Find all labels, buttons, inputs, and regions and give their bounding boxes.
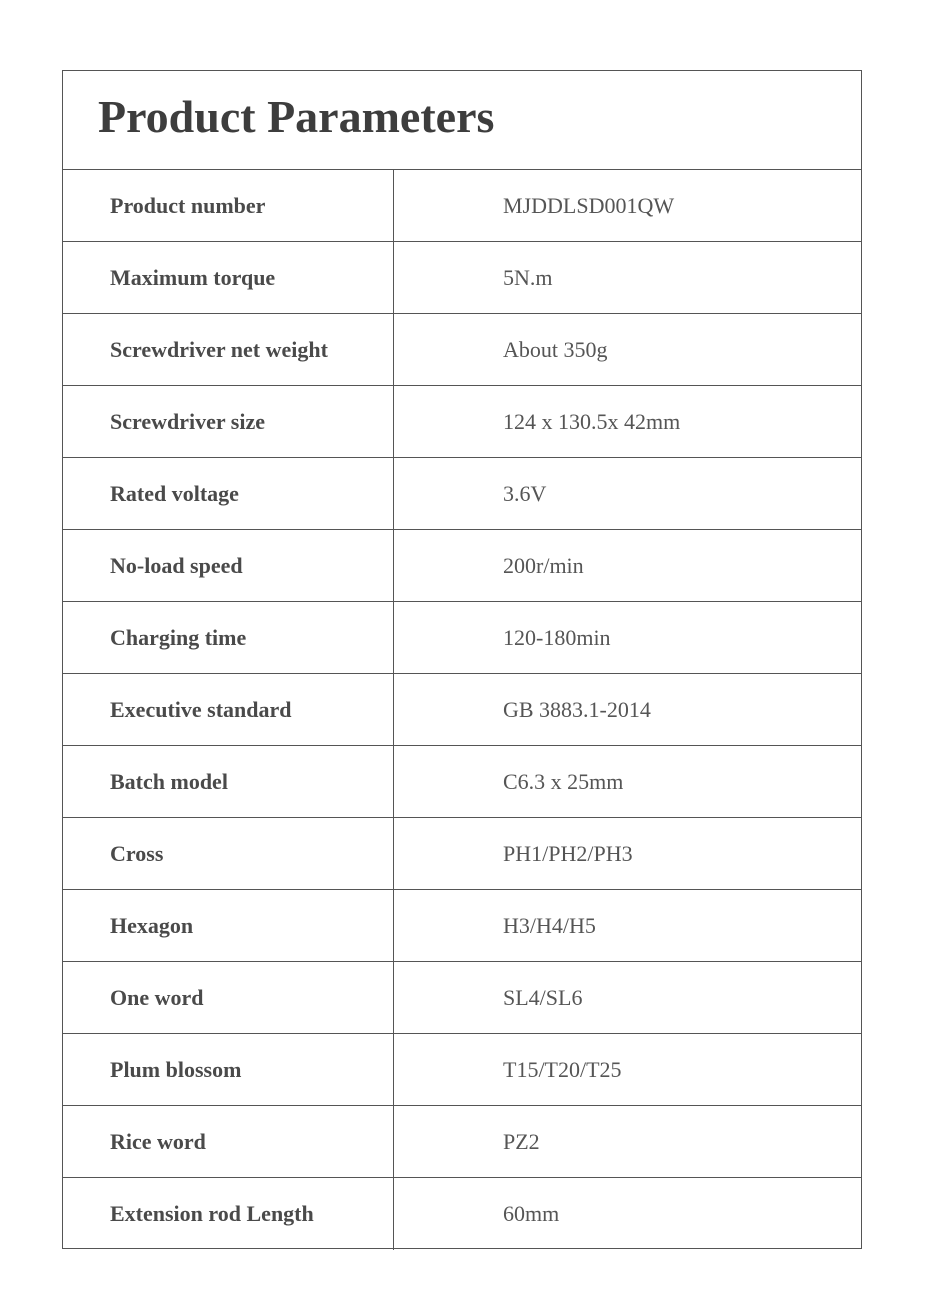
parameter-value: MJDDLSD001QW [503,192,675,218]
value-cell [394,530,861,601]
label-cell [63,1106,394,1177]
value-cell [394,1106,861,1177]
table-row [63,890,861,962]
value-cell [394,818,861,889]
parameter-label: Maximum torque [110,264,276,290]
label-cell [63,530,394,601]
value-cell [394,1178,861,1250]
label-cell [63,314,394,385]
parameter-value: PH1/PH2/PH3 [503,840,633,866]
label-cell [63,458,394,529]
value-cell [394,890,861,961]
table-row [63,314,861,386]
table-row [63,1106,861,1178]
parameters-table [62,70,862,1249]
value-cell [394,242,861,313]
parameter-rows [63,170,861,1250]
table-row [63,674,861,746]
parameter-label: Extension rod Length [110,1201,314,1226]
table-row [63,170,861,242]
parameter-value: 200r/min [503,552,584,578]
value-cell [394,602,861,673]
parameter-label: Cross [110,840,164,866]
parameter-label: Plum blossom [110,1056,242,1082]
label-cell [63,602,394,673]
parameter-label: One word [110,984,204,1010]
parameter-value: 120-180min [503,624,611,650]
table-row [63,962,861,1034]
value-cell [394,170,861,241]
parameter-label: Hexagon [110,912,194,938]
parameter-value: GB 3883.1-2014 [503,696,651,722]
parameter-label: Screwdriver size [110,408,265,434]
table-row [63,458,861,530]
parameter-value: T15/T20/T25 [503,1056,622,1082]
table-row [63,602,861,674]
title-row [63,71,861,170]
value-cell [394,746,861,817]
label-cell [63,1178,394,1250]
label-cell [63,818,394,889]
label-cell [63,674,394,745]
parameter-value: 3.6V [503,480,547,506]
table-row [63,386,861,458]
value-cell [394,962,861,1033]
label-cell [63,242,394,313]
label-cell [63,746,394,817]
parameter-label: Executive standard [110,696,292,722]
parameter-value: 60mm [503,1201,560,1226]
parameter-label: Batch model [110,768,228,794]
label-cell [63,1034,394,1105]
parameter-value: SL4/SL6 [503,984,583,1010]
parameter-value: H3/H4/H5 [503,912,596,938]
parameter-label: Product number [110,192,266,218]
value-cell [394,386,861,457]
label-cell [63,890,394,961]
parameter-label: Rice word [110,1128,206,1154]
table-row [63,818,861,890]
label-cell [63,962,394,1033]
table-row [63,746,861,818]
value-cell [394,1034,861,1105]
parameter-label: No-load speed [110,552,243,578]
value-cell [394,674,861,745]
parameter-label: Screwdriver net weight [110,336,328,362]
table-row [63,242,861,314]
label-cell [63,170,394,241]
parameter-value: 124 x 130.5x 42mm [503,408,681,434]
value-cell [394,314,861,385]
parameter-value: About 350g [503,336,608,362]
page-title: Product Parameters [98,91,495,142]
parameter-label: Charging time [110,624,247,650]
table-row [63,530,861,602]
parameter-value: C6.3 x 25mm [503,768,624,794]
parameter-label: Rated voltage [110,480,239,506]
parameter-value: PZ2 [503,1128,540,1154]
table-row [63,1034,861,1106]
table-row [63,1178,861,1250]
value-cell [394,458,861,529]
parameter-value: 5N.m [503,264,553,290]
label-cell [63,386,394,457]
